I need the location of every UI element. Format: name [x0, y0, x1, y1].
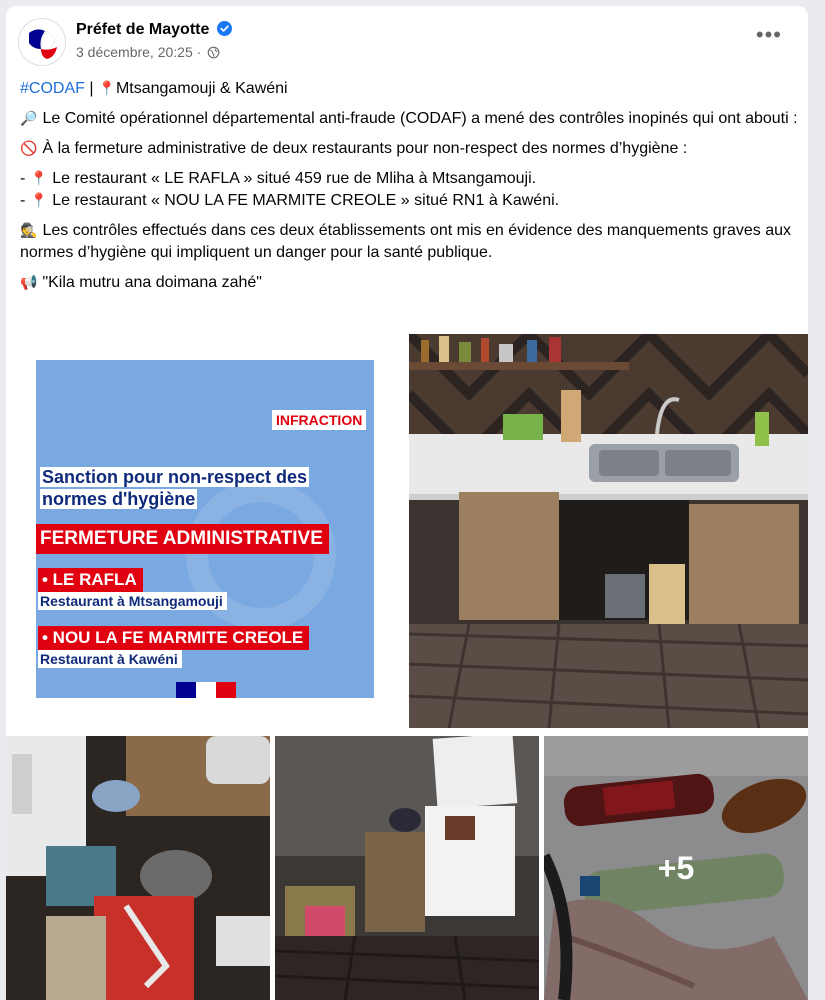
post-location-line: #CODAF | 📍Mtsangamouji & Kawéni [20, 78, 800, 100]
pin-icon: 📍 [30, 171, 48, 187]
megaphone-icon: 📢 [20, 275, 38, 291]
pin-icon: 📍 [30, 193, 48, 209]
freezer-contents-photo[interactable] [544, 736, 808, 1000]
infographic-title: Sanction pour non-respect des normes d'hygiène [42, 467, 308, 509]
restaurant-name: • NOU LA FE MARMITE CREOLE [38, 626, 309, 650]
restaurant-list [20, 168, 800, 212]
profile-avatar[interactable] [18, 18, 66, 66]
infographic-panel [36, 360, 374, 698]
cluttered-room-scene [6, 736, 270, 1000]
list-item: - 📍 Le restaurant « NOU LA FE MARMITE CREOLE » situé RN1 à Kawéni. [20, 190, 800, 212]
kitchen-scene [409, 334, 808, 728]
marianne-logo-icon [19, 19, 66, 66]
freezer-room-photo[interactable] [275, 736, 539, 1000]
infraction-badge: INFRACTION [272, 410, 366, 430]
finding-paragraph: 🕵 Les contrôles effectués dans ces deux établissements ont mis en évidence des manquements graves aux normes d’hygiène qui impliquent un danger pour la santé publique. [20, 222, 792, 261]
closure-paragraph: 🚫 À la fermeture administrative de deux restaurants pour non-respect des normes d’hygiène : [20, 138, 800, 160]
detective-icon: 🕵 [20, 223, 38, 239]
photo-gallery [6, 330, 808, 1000]
verified-badge-icon [217, 21, 232, 36]
facebook-post [6, 6, 808, 1000]
post-timestamp[interactable]: 3 décembre, 20:25 [76, 44, 193, 60]
magnifier-icon: 🔎 [20, 111, 38, 127]
prohibited-icon: 🚫 [20, 141, 38, 157]
more-photos-overlay[interactable] [544, 736, 808, 1000]
list-item: - 📍 Le restaurant « LE RAFLA » situé 459 rue de Mliha à Mtsangamouji. [20, 168, 800, 190]
post-meta: 3 décembre, 20:25 · [76, 44, 220, 60]
more-options-icon[interactable]: ••• [755, 22, 782, 47]
slogan-paragraph: 📢 "Kila mutru ana doimana zahé" [20, 272, 800, 294]
pin-icon: 📍 [98, 81, 116, 97]
freezer-room-scene [275, 736, 539, 1000]
restaurant-location: Restaurant à Kawéni [38, 650, 182, 668]
post-body [20, 78, 800, 302]
restaurant-name: • LE RAFLA [38, 568, 143, 592]
hashtag-link[interactable]: #CODAF [20, 80, 85, 97]
closure-banner: FERMETURE ADMINISTRATIVE [36, 524, 329, 554]
globe-icon [207, 46, 220, 59]
cluttered-room-photo[interactable] [6, 736, 270, 1000]
kitchen-sink-photo[interactable] [409, 334, 808, 728]
location-text: Mtsangamouji & Kawéni [115, 80, 288, 97]
post-author[interactable] [76, 21, 232, 39]
more-photos-count: +5 [657, 849, 695, 886]
post-header [18, 18, 794, 68]
author-name[interactable]: Préfet de Mayotte [76, 21, 210, 38]
restaurant-location: Restaurant à Mtsangamouji [38, 592, 227, 610]
intro-paragraph: 🔎 Le Comité opérationnel départemental anti-fraude (CODAF) a mené des contrôles inopinés qui ont abouti : [20, 108, 800, 130]
french-republic-flag-icon [176, 682, 236, 698]
infographic-image[interactable] [6, 330, 406, 728]
